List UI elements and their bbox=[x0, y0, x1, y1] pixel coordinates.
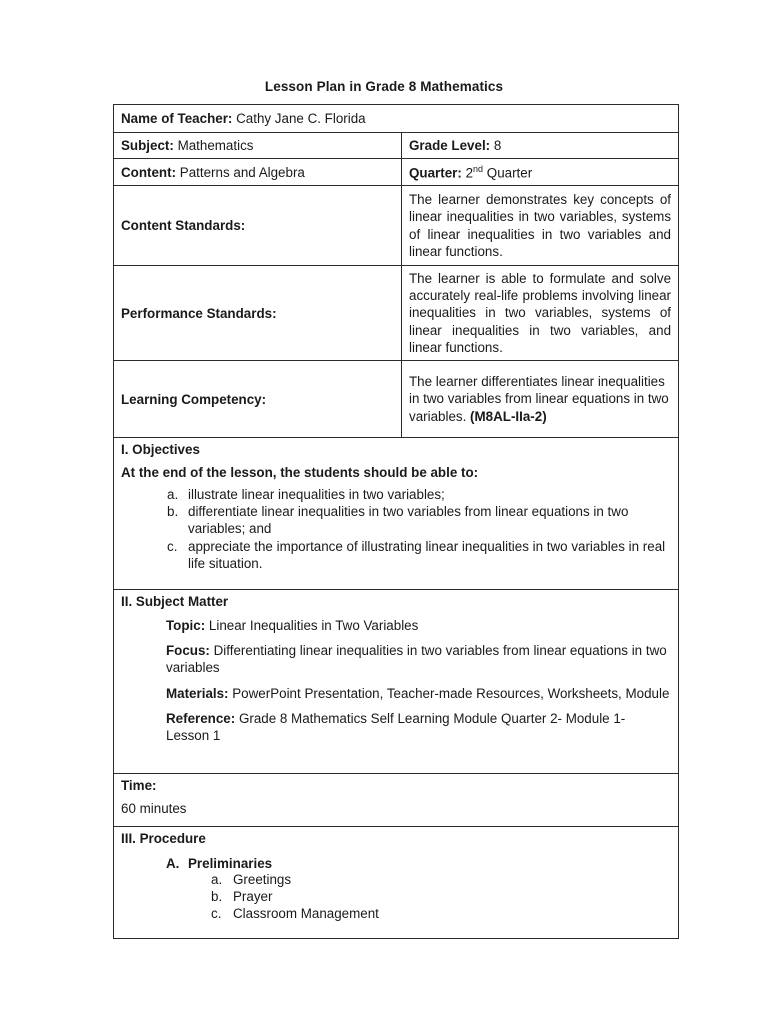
document-title: Lesson Plan in Grade 8 Mathematics bbox=[264, 79, 504, 94]
content-cell bbox=[114, 159, 402, 186]
content-value: Patterns and Algebra bbox=[179, 164, 305, 180]
subject-label: Subject: bbox=[121, 138, 174, 153]
teacher-cell bbox=[114, 105, 679, 133]
learning-competency-label: Learning Competency: bbox=[114, 361, 402, 438]
objectives-row bbox=[114, 438, 679, 590]
grade-level-value: 8 bbox=[493, 138, 502, 153]
performance-standards-text: The learner is able to formulate and solve accurately real-life problems involving linear inequalities in two variables, systems of linear inequalities in two variables, and linear functions. bbox=[402, 266, 679, 361]
topic-line bbox=[121, 617, 671, 634]
teacher-label: Name of Teacher: bbox=[121, 111, 233, 126]
quarter-number: 2 bbox=[465, 165, 474, 181]
subject-matter-row bbox=[114, 590, 679, 774]
learning-competency-cell bbox=[402, 361, 679, 438]
teacher-row bbox=[114, 105, 679, 133]
focus-label: Focus: bbox=[166, 643, 210, 659]
list-item: c. Classroom Management bbox=[211, 906, 379, 922]
procedure-row bbox=[114, 827, 679, 939]
materials-value: PowerPoint Presentation, Teacher-made Resources, Worksheets, Module bbox=[232, 685, 670, 701]
list-item: c. appreciate the importance of illustrating linear inequalities in two variables in real life situation. bbox=[167, 538, 666, 571]
quarter-word: Quarter bbox=[486, 165, 533, 181]
list-item: b. Prayer bbox=[211, 889, 273, 905]
quarter-cell bbox=[402, 159, 679, 186]
list-item: a. illustrate linear inequalities in two variables; bbox=[167, 487, 445, 502]
content-standards-label: Content Standards: bbox=[114, 186, 402, 266]
focus-value: Differentiating linear inequalities in two variables from linear equations in two variables bbox=[166, 643, 667, 676]
teacher-name: Cathy Jane C. Florida bbox=[236, 111, 366, 126]
focus-line bbox=[121, 642, 671, 676]
content-standards-text: The learner demonstrates key concepts of linear inequalities in two variables, systems of linear inequalities in two variables and linear functions. bbox=[402, 186, 679, 266]
subject-cell bbox=[114, 133, 402, 159]
topic-label: Topic: bbox=[166, 618, 206, 633]
objectives-cell bbox=[114, 438, 679, 590]
time-cell bbox=[114, 774, 679, 827]
subject-matter-heading: II. Subject Matter bbox=[121, 594, 229, 609]
objectives-intro: At the end of the lesson, the students should be able to: bbox=[121, 465, 479, 480]
preliminaries-heading bbox=[121, 856, 671, 871]
quarter-label: Quarter: bbox=[409, 165, 462, 181]
time-heading: Time: bbox=[121, 778, 157, 793]
reference-line bbox=[121, 710, 671, 744]
objectives-list bbox=[121, 486, 671, 572]
lesson-plan-table bbox=[113, 104, 679, 939]
materials-line bbox=[121, 685, 671, 702]
performance-standards-row bbox=[114, 266, 679, 361]
procedure-cell bbox=[114, 827, 679, 939]
grade-level-cell bbox=[402, 133, 679, 159]
subject-value: Mathematics bbox=[177, 138, 254, 153]
objectives-heading: I. Objectives bbox=[121, 442, 200, 457]
preliminaries-list bbox=[121, 871, 671, 923]
reference-value: Grade 8 Mathematics Self Learning Module Quarter 2- Module 1- Lesson 1 bbox=[166, 710, 626, 744]
list-item: b. differentiate linear inequalities in two variables from linear equations in two variables; and bbox=[167, 504, 629, 537]
competency-code: (M8AL-IIa-2) bbox=[470, 408, 547, 424]
content-label: Content: bbox=[121, 164, 177, 180]
preliminaries-marker: A. bbox=[166, 856, 180, 871]
grade-level-label: Grade Level: bbox=[409, 138, 491, 153]
materials-label: Materials: bbox=[166, 685, 229, 701]
topic-value: Linear Inequalities in Two Variables bbox=[208, 618, 419, 633]
quarter-suffix: nd bbox=[473, 163, 484, 174]
procedure-heading: III. Procedure bbox=[121, 831, 206, 846]
content-row bbox=[114, 159, 679, 186]
time-row bbox=[114, 774, 679, 827]
subject-row bbox=[114, 133, 679, 159]
performance-standards-label: Performance Standards: bbox=[114, 266, 402, 361]
time-value: 60 minutes bbox=[121, 801, 187, 816]
content-standards-row bbox=[114, 186, 679, 266]
learning-competency-text: The learner differentiates linear inequalities in two variables from linear equations in two variables. bbox=[409, 374, 669, 424]
preliminaries-title: Preliminaries bbox=[188, 856, 273, 871]
list-item: a. Greetings bbox=[211, 872, 292, 887]
subject-matter-cell bbox=[114, 590, 679, 774]
learning-competency-row bbox=[114, 361, 679, 438]
reference-label: Reference: bbox=[166, 710, 236, 726]
